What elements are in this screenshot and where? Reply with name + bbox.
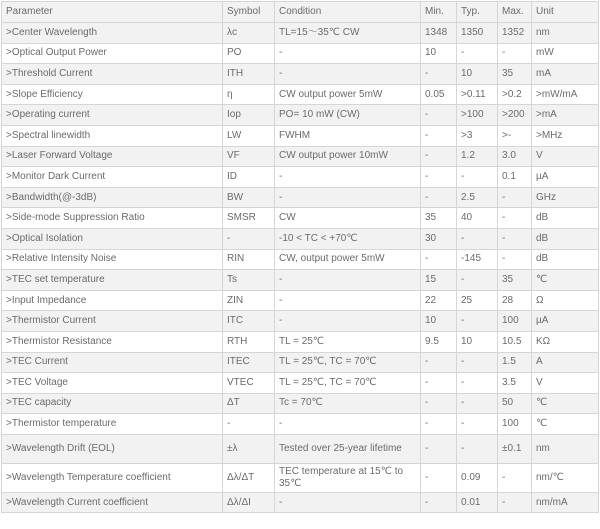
cell-max: 3.5 [498, 373, 532, 394]
cell-parameter: >Thermistor Current [2, 311, 223, 332]
cell-max: 100 [498, 414, 532, 435]
cell-condition: TL = 25℃ [275, 331, 421, 352]
cell-parameter: >Wavelength Current coefficient [2, 492, 223, 513]
cell-min: 1348 [421, 23, 457, 44]
cell-typ: - [457, 167, 498, 188]
cell-typ: - [457, 43, 498, 64]
table-row [2, 373, 599, 394]
cell-min: - [421, 249, 457, 270]
cell-typ: - [457, 393, 498, 414]
cell-typ: - [457, 373, 498, 394]
cell-min: - [421, 492, 457, 513]
cell-condition: TL = 25℃, TC = 70℃ [275, 352, 421, 373]
cell-condition: - [275, 414, 421, 435]
cell-min: - [421, 167, 457, 188]
cell-parameter: >Slope Efficiency [2, 84, 223, 105]
cell-unit: nm/mA [532, 492, 599, 513]
table-row [2, 208, 599, 229]
cell-unit: nm [532, 23, 599, 44]
cell-unit: nm/℃ [532, 463, 599, 492]
cell-unit: nm [532, 434, 599, 463]
cell-typ: 25 [457, 290, 498, 311]
cell-condition: CW output power 5mW [275, 84, 421, 105]
cell-min: 35 [421, 208, 457, 229]
cell-condition: - [275, 492, 421, 513]
table-row [2, 23, 599, 44]
table-row [2, 414, 599, 435]
cell-min: 9.5 [421, 331, 457, 352]
cell-unit: V [532, 373, 599, 394]
cell-min: - [421, 187, 457, 208]
cell-unit: KΩ [532, 331, 599, 352]
cell-max: >200 [498, 105, 532, 126]
cell-symbol: ±λ [223, 434, 275, 463]
cell-condition: Tc = 70℃ [275, 393, 421, 414]
cell-parameter: >Thermistor temperature [2, 414, 223, 435]
table-row [2, 492, 599, 513]
cell-symbol: - [223, 414, 275, 435]
cell-typ: 1.2 [457, 146, 498, 167]
cell-parameter: >Spectral linewidth [2, 125, 223, 146]
cell-condition: TL=15～35℃ CW [275, 23, 421, 44]
table-row [2, 43, 599, 64]
header-row [2, 2, 599, 23]
cell-min: - [421, 373, 457, 394]
cell-typ: >0.11 [457, 84, 498, 105]
table-row [2, 84, 599, 105]
cell-max: - [498, 208, 532, 229]
cell-typ: - [457, 434, 498, 463]
cell-parameter: >TEC set temperature [2, 270, 223, 291]
cell-max: 1352 [498, 23, 532, 44]
cell-condition: TEC temperature at 15℃ to 35℃ [275, 463, 421, 492]
cell-condition: Tested over 25-year lifetime [275, 434, 421, 463]
cell-min: 15 [421, 270, 457, 291]
cell-min: - [421, 146, 457, 167]
cell-max: - [498, 228, 532, 249]
cell-typ: 0.09 [457, 463, 498, 492]
cell-condition: PO= 10 mW (CW) [275, 105, 421, 126]
cell-max: - [498, 492, 532, 513]
cell-condition: - [275, 43, 421, 64]
cell-condition: CW, output power 5mW [275, 249, 421, 270]
cell-symbol: VF [223, 146, 275, 167]
table-row [2, 311, 599, 332]
cell-parameter: >Laser Forward Voltage [2, 146, 223, 167]
cell-symbol: ITEC [223, 352, 275, 373]
cell-parameter: >Side-mode Suppression Ratio [2, 208, 223, 229]
header-unit: Unit [532, 2, 599, 23]
header-max: Max. [498, 2, 532, 23]
cell-typ: >100 [457, 105, 498, 126]
cell-parameter: >Thermistor Resistance [2, 331, 223, 352]
cell-unit: dB [532, 228, 599, 249]
cell-unit: mW [532, 43, 599, 64]
cell-unit: ℃ [532, 414, 599, 435]
cell-min: - [421, 393, 457, 414]
cell-typ: 0.01 [457, 492, 498, 513]
cell-condition: - [275, 311, 421, 332]
cell-condition: CW [275, 208, 421, 229]
cell-symbol: LW [223, 125, 275, 146]
cell-parameter: >TEC Current [2, 352, 223, 373]
cell-min: 30 [421, 228, 457, 249]
cell-symbol: RTH [223, 331, 275, 352]
cell-max: 100 [498, 311, 532, 332]
cell-unit: >mW/mA [532, 84, 599, 105]
cell-min: 22 [421, 290, 457, 311]
cell-parameter: >TEC capacity [2, 393, 223, 414]
cell-max: 3.0 [498, 146, 532, 167]
cell-min: 10 [421, 311, 457, 332]
cell-max: 35 [498, 64, 532, 85]
cell-typ: 10 [457, 331, 498, 352]
table-row [2, 270, 599, 291]
cell-max: 50 [498, 393, 532, 414]
cell-unit: µA [532, 311, 599, 332]
cell-typ: 1350 [457, 23, 498, 44]
cell-min: - [421, 463, 457, 492]
header-symbol: Symbol [223, 2, 275, 23]
header-parameter: Parameter [2, 2, 223, 23]
cell-parameter: >Relative Intensity Noise [2, 249, 223, 270]
cell-unit: ℃ [532, 393, 599, 414]
cell-parameter: >Wavelength Temperature coefficient [2, 463, 223, 492]
cell-typ: - [457, 270, 498, 291]
cell-parameter: >Monitor Dark Current [2, 167, 223, 188]
cell-unit: dB [532, 208, 599, 229]
cell-unit: Ω [532, 290, 599, 311]
cell-typ: - [457, 311, 498, 332]
table-row [2, 105, 599, 126]
cell-typ: - [457, 352, 498, 373]
cell-min: - [421, 125, 457, 146]
cell-unit: dB [532, 249, 599, 270]
cell-max: 1.5 [498, 352, 532, 373]
cell-unit: µA [532, 167, 599, 188]
cell-typ: >3 [457, 125, 498, 146]
cell-symbol: ΔT [223, 393, 275, 414]
cell-condition: - [275, 64, 421, 85]
header-min: Min. [421, 2, 457, 23]
table-row [2, 64, 599, 85]
cell-unit: >MHz [532, 125, 599, 146]
cell-unit: GHz [532, 187, 599, 208]
cell-typ: 10 [457, 64, 498, 85]
cell-condition: -10 < TC < +70℃ [275, 228, 421, 249]
cell-condition: TL = 25℃, TC = 70℃ [275, 373, 421, 394]
table-row [2, 290, 599, 311]
cell-min: - [421, 414, 457, 435]
table-row [2, 249, 599, 270]
cell-max: 28 [498, 290, 532, 311]
cell-symbol: ID [223, 167, 275, 188]
cell-typ: 40 [457, 208, 498, 229]
cell-max: - [498, 249, 532, 270]
cell-min: - [421, 105, 457, 126]
cell-parameter: >Operating current [2, 105, 223, 126]
cell-condition: - [275, 187, 421, 208]
cell-max: 0.1 [498, 167, 532, 188]
spec-table [1, 1, 599, 513]
table-row [2, 187, 599, 208]
table-row [2, 228, 599, 249]
cell-symbol: Δλ/ΔT [223, 463, 275, 492]
cell-symbol: BW [223, 187, 275, 208]
cell-symbol: PO [223, 43, 275, 64]
cell-symbol: η [223, 84, 275, 105]
cell-symbol: ITH [223, 64, 275, 85]
cell-min: - [421, 434, 457, 463]
table-row [2, 125, 599, 146]
cell-symbol: λc [223, 23, 275, 44]
cell-unit: ℃ [532, 270, 599, 291]
cell-parameter: >Optical Isolation [2, 228, 223, 249]
cell-unit: V [532, 146, 599, 167]
table-row [2, 434, 599, 463]
table-row [2, 463, 599, 492]
cell-symbol: ZIN [223, 290, 275, 311]
cell-symbol: Δλ/ΔI [223, 492, 275, 513]
table-row [2, 352, 599, 373]
cell-parameter: >Input Impedance [2, 290, 223, 311]
cell-max: ±0.1 [498, 434, 532, 463]
cell-symbol: - [223, 228, 275, 249]
cell-condition: CW output power 10mW [275, 146, 421, 167]
cell-min: - [421, 352, 457, 373]
cell-symbol: Ts [223, 270, 275, 291]
cell-condition: - [275, 270, 421, 291]
cell-max: 35 [498, 270, 532, 291]
cell-typ: 2.5 [457, 187, 498, 208]
cell-symbol: SMSR [223, 208, 275, 229]
cell-min: - [421, 64, 457, 85]
cell-parameter: >Bandwidth(@-3dB) [2, 187, 223, 208]
cell-symbol: Iop [223, 105, 275, 126]
cell-unit: A [532, 352, 599, 373]
cell-symbol: RIN [223, 249, 275, 270]
cell-parameter: >Threshold Current [2, 64, 223, 85]
cell-parameter: >Optical Output Power [2, 43, 223, 64]
cell-max: - [498, 187, 532, 208]
cell-condition: - [275, 290, 421, 311]
cell-condition: - [275, 167, 421, 188]
table-row [2, 146, 599, 167]
table-row [2, 393, 599, 414]
cell-min: 10 [421, 43, 457, 64]
table-row [2, 167, 599, 188]
header-condition: Condition [275, 2, 421, 23]
cell-parameter: >TEC Voltage [2, 373, 223, 394]
header-typ: Typ. [457, 2, 498, 23]
cell-typ: - [457, 228, 498, 249]
cell-condition: FWHM [275, 125, 421, 146]
cell-parameter: >Wavelength Drift (EOL) [2, 434, 223, 463]
cell-max: >0.2 [498, 84, 532, 105]
cell-typ: -145 [457, 249, 498, 270]
cell-max: >- [498, 125, 532, 146]
cell-min: 0.05 [421, 84, 457, 105]
cell-unit: >mA [532, 105, 599, 126]
cell-typ: - [457, 414, 498, 435]
cell-parameter: >Center Wavelength [2, 23, 223, 44]
cell-symbol: ITC [223, 311, 275, 332]
table-row [2, 331, 599, 352]
cell-max: 10.5 [498, 331, 532, 352]
cell-symbol: VTEC [223, 373, 275, 394]
cell-unit: mA [532, 64, 599, 85]
cell-max: - [498, 463, 532, 492]
cell-max: - [498, 43, 532, 64]
